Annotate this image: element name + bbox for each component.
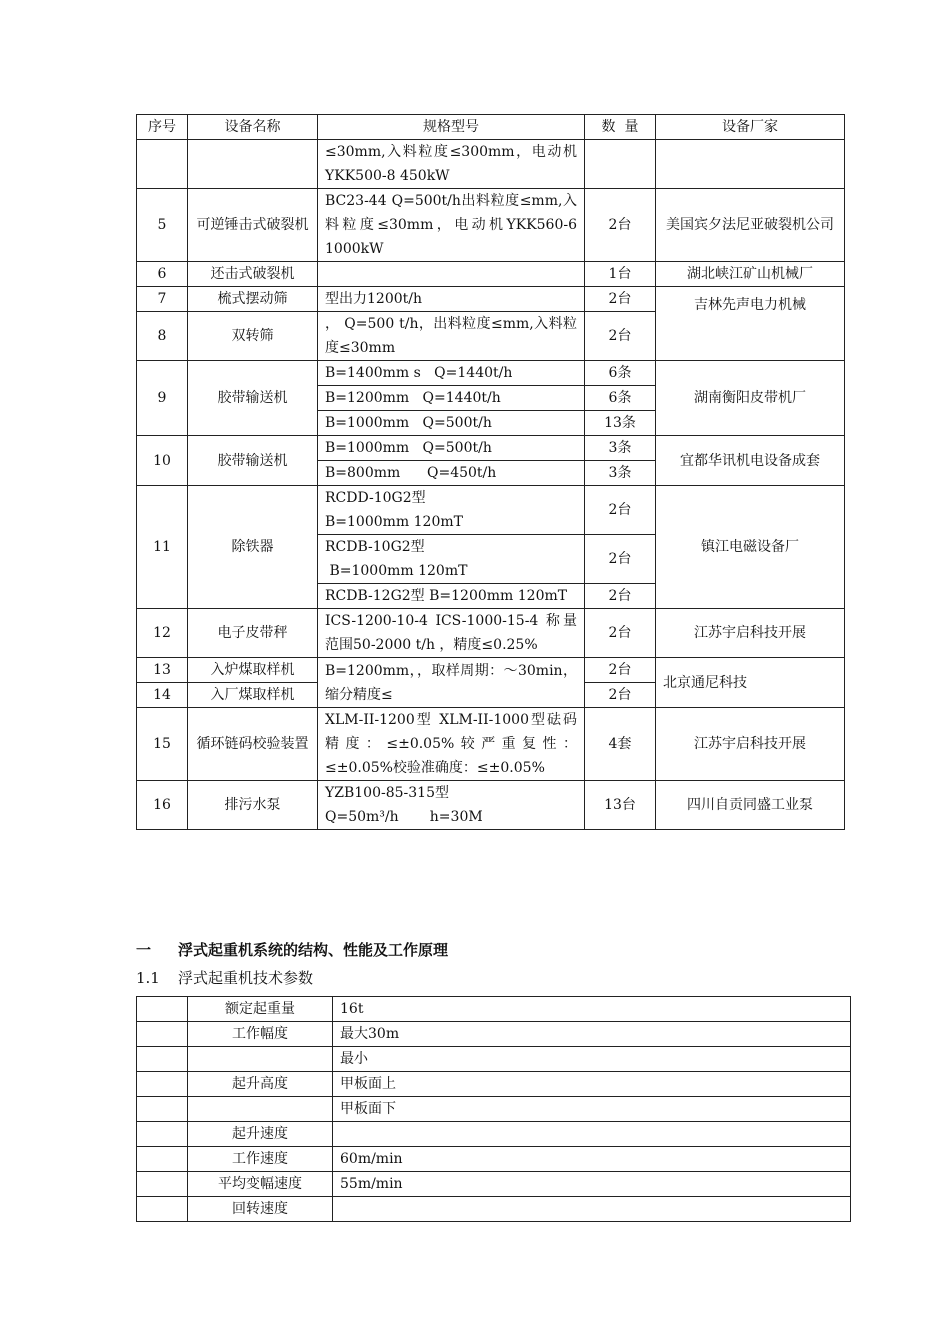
param-value: 60m/min xyxy=(333,1147,851,1172)
cell-name: 梳式摆动筛 xyxy=(188,287,318,312)
section-title: 浮式起重机系统的结构、性能及工作原理 xyxy=(178,941,449,959)
param-label: 平均变幅速度 xyxy=(188,1172,333,1197)
param-label: 工作幅度 xyxy=(188,1022,333,1047)
param-row xyxy=(137,1172,851,1197)
cell-blank xyxy=(137,1147,188,1172)
cell-name xyxy=(188,140,318,189)
cell-maker: 湖北峡江矿山机械厂 xyxy=(656,262,845,287)
cell-blank xyxy=(137,997,188,1022)
cell-qty: 2台 xyxy=(585,683,656,708)
param-value: 甲板面上 xyxy=(333,1072,851,1097)
cell-qty: 3条 xyxy=(585,461,656,486)
cell-spec: B=1200mm Q=1440t/h xyxy=(318,386,585,411)
cell-spec: B=800mm Q=450t/h xyxy=(318,461,585,486)
cell-qty: 2台 xyxy=(585,287,656,312)
cell-qty: 3条 xyxy=(585,436,656,461)
param-value xyxy=(333,1197,851,1222)
cell-maker: 美国宾夕法尼亚破裂机公司 xyxy=(656,189,845,262)
cell-name: 除铁器 xyxy=(188,486,318,609)
param-value: 16t xyxy=(333,997,851,1022)
subsection-number: 1.1 xyxy=(136,969,160,987)
cell-no: 16 xyxy=(137,781,188,830)
table-row xyxy=(137,287,845,312)
param-row xyxy=(137,997,851,1022)
cell-name: 还击式破裂机 xyxy=(188,262,318,287)
param-value: 最小 xyxy=(333,1047,851,1072)
param-value: 最大30m xyxy=(333,1022,851,1047)
cell-qty: 2台 xyxy=(585,189,656,262)
header-maker: 设备厂家 xyxy=(656,115,845,140)
cell-no: 12 xyxy=(137,609,188,658)
cell-qty: 2台 xyxy=(585,535,656,584)
cell-spec: B=1400mm s Q=1440t/h xyxy=(318,361,585,386)
cell-name: 胶带输送机 xyxy=(188,436,318,486)
cell-qty: 2台 xyxy=(585,486,656,535)
cell-spec: B=1000mm Q=500t/h xyxy=(318,436,585,461)
cell-name: 入厂煤取样机 xyxy=(188,683,318,708)
table-row xyxy=(137,140,845,189)
table-row xyxy=(137,708,845,781)
cell-blank xyxy=(137,1122,188,1147)
cell-no: 15 xyxy=(137,708,188,781)
equipment-table xyxy=(136,114,845,830)
cell-no: 6 xyxy=(137,262,188,287)
cell-no: 5 xyxy=(137,189,188,262)
table-row xyxy=(137,436,845,461)
param-label: 额定起重量 xyxy=(188,997,333,1022)
cell-maker: 宜都华讯机电设备成套 xyxy=(656,436,845,486)
cell-spec xyxy=(318,262,585,287)
cell-spec: BC23-44 Q=500t/h出料粒度≤mm,入料粒度≤30mm，电动机YKK560-6 1000kW xyxy=(318,189,585,262)
cell-maker: 北京通尼科技 xyxy=(656,658,845,708)
cell-name: 电子皮带秤 xyxy=(188,609,318,658)
cell-spec: ≤30mm,入料粒度≤300mm，电动机YKK500-8 450kW xyxy=(318,140,585,189)
header-qty: 数 量 xyxy=(585,115,656,140)
param-value xyxy=(333,1122,851,1147)
spec-line: B=1000mm 120mT xyxy=(325,514,463,530)
cell-name: 循环链码校验装置 xyxy=(188,708,318,781)
cell-no: 14 xyxy=(137,683,188,708)
cell-name: 排污水泵 xyxy=(188,781,318,830)
table-row xyxy=(137,609,845,658)
cell-blank xyxy=(137,1047,188,1072)
cell-no: 10 xyxy=(137,436,188,486)
cell-qty: 2台 xyxy=(585,658,656,683)
table-header-row xyxy=(137,115,845,140)
param-row xyxy=(137,1072,851,1097)
cell-no: 7 xyxy=(137,287,188,312)
param-label: 起升高度 xyxy=(188,1072,333,1097)
param-row xyxy=(137,1147,851,1172)
cell-name: 双转筛 xyxy=(188,312,318,361)
table-row xyxy=(137,262,845,287)
param-value: 甲板面下 xyxy=(333,1097,851,1122)
cell-name: 可逆锤击式破裂机 xyxy=(188,189,318,262)
cell-spec: ICS-1200-10-4 ICS-1000-15-4 称量范围50-2000 t/h ，精度≤0.25% xyxy=(318,609,585,658)
cell-blank xyxy=(137,1197,188,1222)
cell-maker: 江苏宇启科技开展 xyxy=(656,609,845,658)
cell-maker: 镇江电磁设备厂 xyxy=(656,486,845,609)
cell-blank xyxy=(137,1172,188,1197)
param-row xyxy=(137,1022,851,1047)
cell-spec: B=1000mm Q=500t/h xyxy=(318,411,585,436)
param-label: 工作速度 xyxy=(188,1147,333,1172)
cell-blank xyxy=(137,1022,188,1047)
cell-maker: 湖南衡阳皮带机厂 xyxy=(656,361,845,436)
cell-name: 入炉煤取样机 xyxy=(188,658,318,683)
cell-maker xyxy=(656,140,845,189)
spec-line: RCDB-10G2型 xyxy=(325,539,425,555)
cell-qty: 2台 xyxy=(585,584,656,609)
spec-line: YZB100-85-315型 xyxy=(325,785,449,801)
cell-no: 8 xyxy=(137,312,188,361)
param-label: 起升速度 xyxy=(188,1122,333,1147)
cell-spec xyxy=(318,781,585,830)
param-label: 回转速度 xyxy=(188,1197,333,1222)
cell-qty: 2台 xyxy=(585,312,656,361)
header-name: 设备名称 xyxy=(188,115,318,140)
param-row xyxy=(137,1197,851,1222)
param-label xyxy=(188,1097,333,1122)
spec-line: B=1000mm 120mT xyxy=(325,563,468,579)
cell-no: 11 xyxy=(137,486,188,609)
param-row xyxy=(137,1047,851,1072)
param-row xyxy=(137,1122,851,1147)
table-row xyxy=(137,658,845,683)
cell-qty: 4套 xyxy=(585,708,656,781)
cell-name: 胶带输送机 xyxy=(188,361,318,436)
spec-line: RCDD-10G2型 xyxy=(325,490,426,506)
cell-qty: 2台 xyxy=(585,609,656,658)
section-heading xyxy=(136,940,448,960)
cell-maker: 吉林先声电力机械 xyxy=(656,287,845,361)
cell-qty: 6条 xyxy=(585,361,656,386)
cell-no: 9 xyxy=(137,361,188,436)
cell-qty: 13条 xyxy=(585,411,656,436)
cell-maker: 江苏宇启科技开展 xyxy=(656,708,845,781)
cell-blank xyxy=(137,1097,188,1122)
cell-maker: 四川自贡同盛工业泵 xyxy=(656,781,845,830)
param-row xyxy=(137,1097,851,1122)
table-row xyxy=(137,486,845,535)
cell-no xyxy=(137,140,188,189)
table-row xyxy=(137,781,845,830)
cell-spec xyxy=(318,535,585,584)
cell-spec: B=1200mm，，取样周期：～30min，缩分精度≤ xyxy=(318,658,585,708)
section-number: 一 xyxy=(136,941,152,959)
param-table xyxy=(136,996,851,1222)
param-value: 55m/min xyxy=(333,1172,851,1197)
param-label xyxy=(188,1047,333,1072)
cell-spec: XLM-II-1200型 XLM-II-1000型砝码精度：≤±0.05%较严重复性：≤±0.05%校验准确度：≤±0.05% xyxy=(318,708,585,781)
cell-qty xyxy=(585,140,656,189)
cell-blank xyxy=(137,1072,188,1097)
cell-spec: ， Q=500 t/h，出料粒度≤mm,入料粒度≤30mm xyxy=(318,312,585,361)
header-spec: 规格型号 xyxy=(318,115,585,140)
table-row xyxy=(137,361,845,386)
spec-line: Q=50m³/h h=30M xyxy=(325,809,483,825)
subsection-heading xyxy=(136,968,313,988)
table-row xyxy=(137,189,845,262)
cell-spec: RCDB-12G2型 B=1200mm 120mT xyxy=(318,584,585,609)
cell-no: 13 xyxy=(137,658,188,683)
cell-qty: 6条 xyxy=(585,386,656,411)
cell-spec: 型出力1200t/h xyxy=(318,287,585,312)
cell-spec xyxy=(318,486,585,535)
cell-qty: 1台 xyxy=(585,262,656,287)
subsection-title: 浮式起重机技术参数 xyxy=(178,969,314,987)
cell-qty: 13台 xyxy=(585,781,656,830)
header-no: 序号 xyxy=(137,115,188,140)
